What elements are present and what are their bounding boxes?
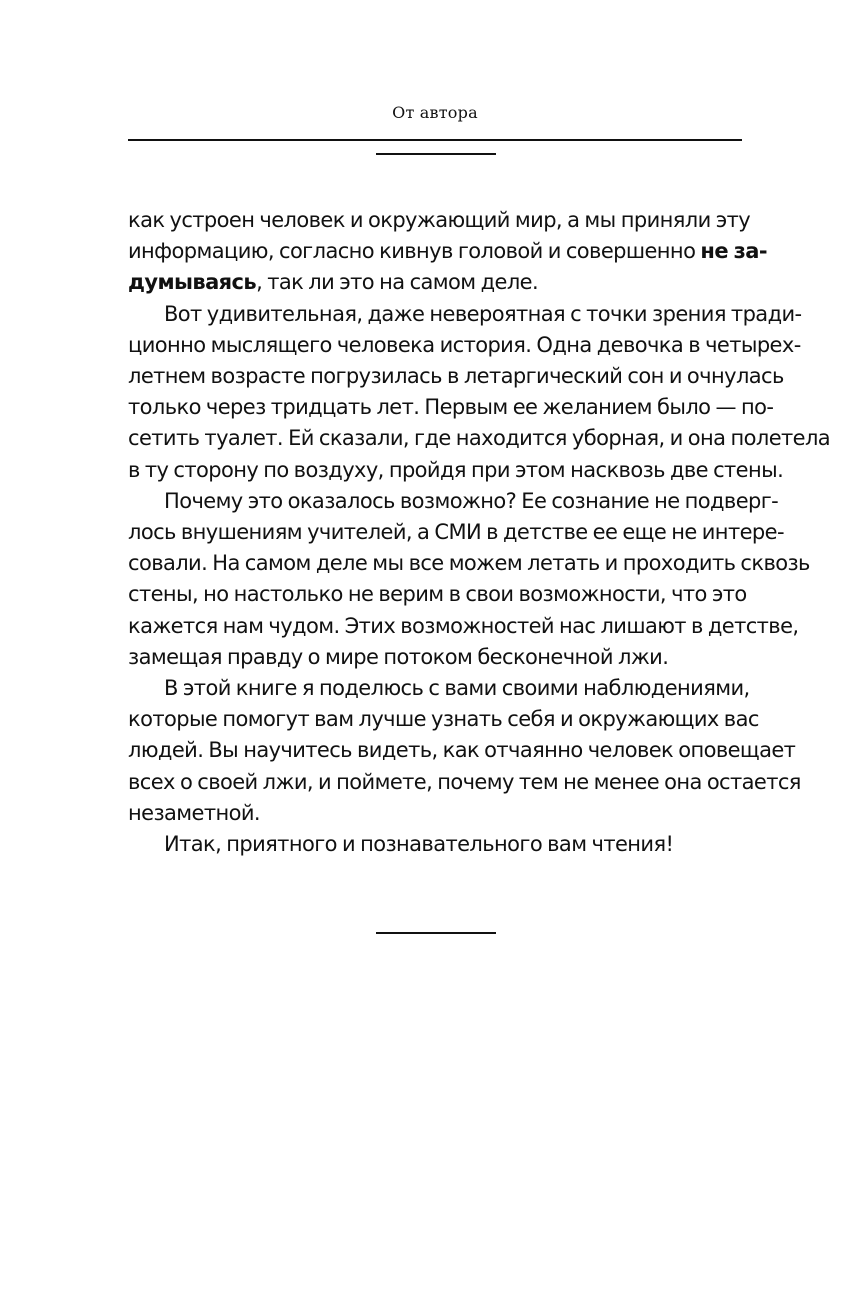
text-line: ционно мыслящего человека история. Одна девочка в четырех- [128,332,801,357]
text-line: Вот удивительная, даже невероятная с точки зрения тради- [164,301,802,326]
paragraph-1 [128,205,767,299]
bold-phrase: не за- [700,239,767,264]
paragraph-5 [128,829,742,860]
text-line: совали. На самом деле мы все можем летать и проходить сквозь [128,551,810,576]
paragraph-2 [128,299,831,486]
top-ornament-rule [376,153,496,155]
text-line-part: информацию, согласно кивнув головой и совершенно [128,239,696,264]
text-line: людей. Вы научитесь видеть, как отчаянно человек оповещает [128,738,796,763]
text-line: сетить туалет. Ей сказали, где находится уборная, и она полетела [128,426,831,451]
text-line: незаметной. [128,800,260,825]
text-line: стены, но настолько не верим в свои возможности, что это [128,582,747,607]
text-line: Почему это оказалось возможно? Ее сознание не подверг- [164,488,779,513]
text-line: кажется нам чудом. Этих возможностей нас лишают в детстве, [128,613,799,638]
bold-phrase: думываясь [128,270,257,295]
body-text [128,205,831,860]
text-line: только через тридцать лет. Первым ее желанием было — по- [128,395,774,420]
text-line [128,236,767,267]
text-line: замещая правду о мире потоком бесконечной лжи. [128,644,669,669]
paragraph-4 [128,673,801,829]
text-line: которые помогут вам лучше узнать себя и окружающих вас [128,707,759,732]
text-line: Итак, приятного и познавательного вам чтения! [164,832,674,857]
text-line [128,267,742,298]
bottom-ornament-rule [376,932,496,934]
text-line: лось внушениям учителей, а СМИ в детстве ее еще не интере- [128,520,784,545]
text-line: летнем возрасте погрузилась в летаргический сон и очнулась [128,364,784,389]
header-rule [128,139,742,141]
running-head: От автора [392,103,478,122]
text-line: в ту сторону по воздуху, пройдя при этом насквозь две стены. [128,457,784,482]
text-line: В этой книге я поделюсь с вами своими наблюдениями, [164,676,750,701]
text-line-part: , так ли это на самом деле. [256,270,539,295]
paragraph-3 [128,486,810,673]
text-line: как устроен человек и окружающий мир, а мы приняли эту [128,208,751,232]
text-line: всех о своей лжи, и поймете, почему тем не менее она остается [128,769,801,794]
